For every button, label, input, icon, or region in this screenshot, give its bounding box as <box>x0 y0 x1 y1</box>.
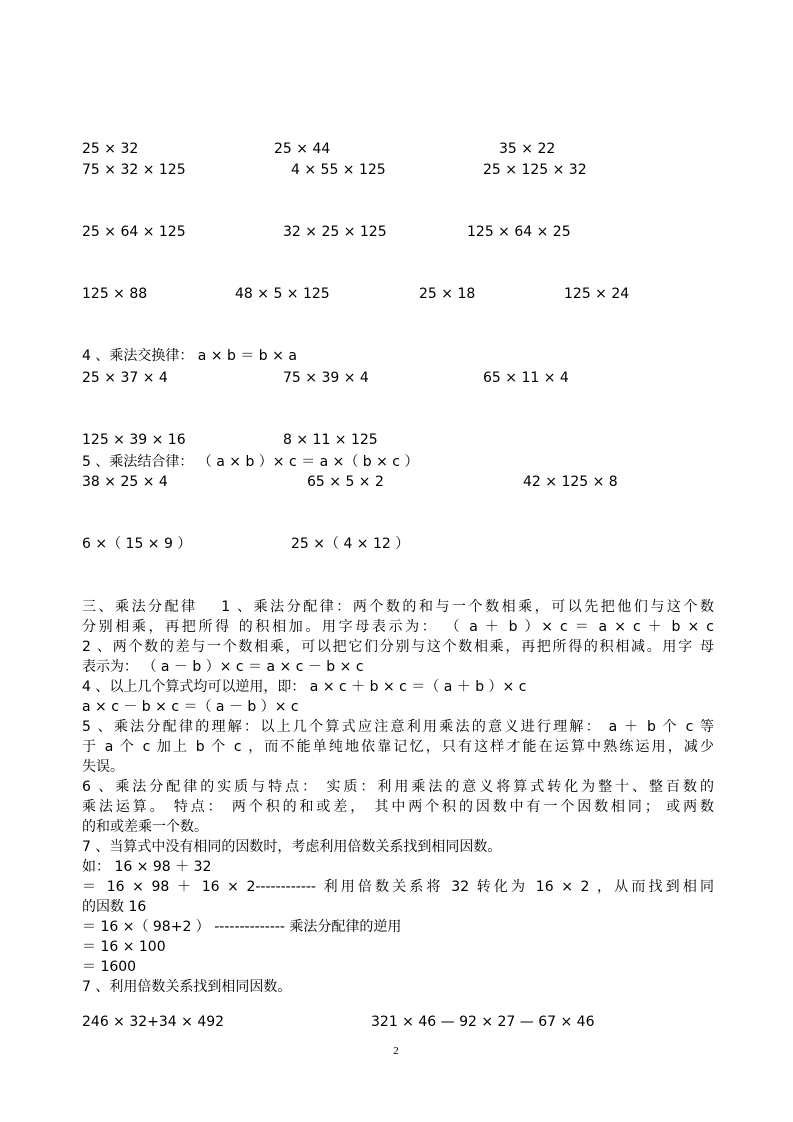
expression: 75 × 39 × 4 <box>283 370 369 386</box>
text-line: 7 、利用倍数关系找到相同因数。 <box>82 979 292 995</box>
commutative-law: 4 、乘法交换律： a × b ＝ b × a <box>82 348 297 364</box>
text-line: 于 a 个 c 加上 b 个 c ，而不能单纯地依靠记忆，只有这样才能在运算中熟练运用，减少 <box>82 739 714 755</box>
expression: 25 × 44 <box>274 141 331 157</box>
exercise-row <box>0 139 793 161</box>
expression: 321 × 46 — 92 × 27 — 67 × 46 <box>371 1014 595 1030</box>
expression: 125 × 64 × 25 <box>467 224 571 240</box>
expression: 125 × 88 <box>82 286 148 302</box>
text-line: 乘法运算。 特点： 两个积的和或差， 其中两个积的因数中有一个因数相同； 或两数 <box>82 799 714 815</box>
exercise-row <box>0 368 793 390</box>
exercise-row <box>0 160 793 182</box>
associative-law: 5 、乘法结合律： （ a × b ）× c ＝ a ×（ b × c ） <box>82 454 419 470</box>
text-line: ＝ 1600 <box>82 959 137 975</box>
expression: 65 × 11 × 4 <box>483 370 569 386</box>
expression: 8 × 11 × 125 <box>283 432 378 448</box>
exercise-row <box>0 1012 793 1034</box>
text-line: ＝ 16 × 100 <box>82 939 166 955</box>
expression: 42 × 125 × 8 <box>523 474 618 490</box>
expression: 25 × 64 × 125 <box>82 224 186 240</box>
text-line: 的和或差乘一个数。 <box>82 819 208 835</box>
expression: 25 ×（ 4 × 12 ） <box>291 536 410 552</box>
text-line: 5 、乘法分配律的理解：以上几个算式应注意利用乘法的意义进行理解： a ＋ b 个 c 等 <box>82 719 714 735</box>
rule-heading <box>0 346 793 368</box>
text-line: a × c － b × c ＝（ a － b ）× c <box>82 699 299 715</box>
exercise-row <box>0 430 793 452</box>
exercise-row <box>0 284 793 306</box>
text-line: 4 、以上几个算式均可以逆用，即： a × c ＋ b × c ＝（ a ＋ b ）× c <box>82 679 527 695</box>
expression: 125 × 24 <box>564 286 630 302</box>
expression: 35 × 22 <box>499 141 556 157</box>
exercise-row <box>0 534 793 556</box>
text-line: 7 、当算式中没有相同的因数时，考虑利用倍数关系找到相同因数。 <box>82 839 502 855</box>
expression: 25 × 125 × 32 <box>483 162 587 178</box>
expression: 246 × 32+34 × 492 <box>82 1014 225 1030</box>
text-line: 三、乘法分配律 1 、乘法分配律：两个数的和与一个数相乘，可以先把他们与这个数 <box>82 599 714 615</box>
text-line: ＝ 16 ×（ 98+2 ） -------------- 乘法分配律的逆用 <box>82 919 402 935</box>
expression: 25 × 32 <box>82 141 139 157</box>
text-line: ＝ 16 × 98 ＋ 16 × 2------------ 利用倍数关系将 32 转化为 16 × 2 ，从而找到相同 <box>82 879 714 895</box>
text-line: 如： 16 × 98 ＋ 32 <box>82 859 212 875</box>
expression: 6 ×（ 15 × 9 ） <box>82 536 192 552</box>
expression: 75 × 32 × 125 <box>82 162 186 178</box>
expression: 32 × 25 × 125 <box>283 224 387 240</box>
expression: 65 × 5 × 2 <box>307 474 384 490</box>
text-line: 6 、乘法分配律的实质与特点： 实质：利用乘法的意义将算式转化为整十、整百数的 <box>82 779 714 795</box>
expression: 48 × 5 × 125 <box>235 286 330 302</box>
expression: 4 × 55 × 125 <box>291 162 386 178</box>
text-line: 2 、两个数的差与一个数相乘，可以把它们分别与这个数相乘，再把所得的积相减。用字 母 <box>82 639 714 655</box>
text-line: 的因数 16 <box>82 899 147 915</box>
expression: 25 × 18 <box>419 286 476 302</box>
text-line: 表示为： （ a － b ）× c ＝ a × c － b × c <box>82 659 364 675</box>
expression: 125 × 39 × 16 <box>82 432 186 448</box>
distributive-law-section <box>82 597 714 997</box>
rule-heading <box>0 452 793 474</box>
exercise-row <box>0 222 793 244</box>
text-line: 分别相乘，再把所得 的积相加。用字母表示为： （ a ＋ b ）× c ＝ a × c ＋ b × c <box>82 619 714 635</box>
page-number: 2 <box>393 1045 399 1057</box>
text-line: 失误。 <box>82 759 124 775</box>
expression: 25 × 37 × 4 <box>82 370 168 386</box>
expression: 38 × 25 × 4 <box>82 474 168 490</box>
exercise-row <box>0 472 793 494</box>
